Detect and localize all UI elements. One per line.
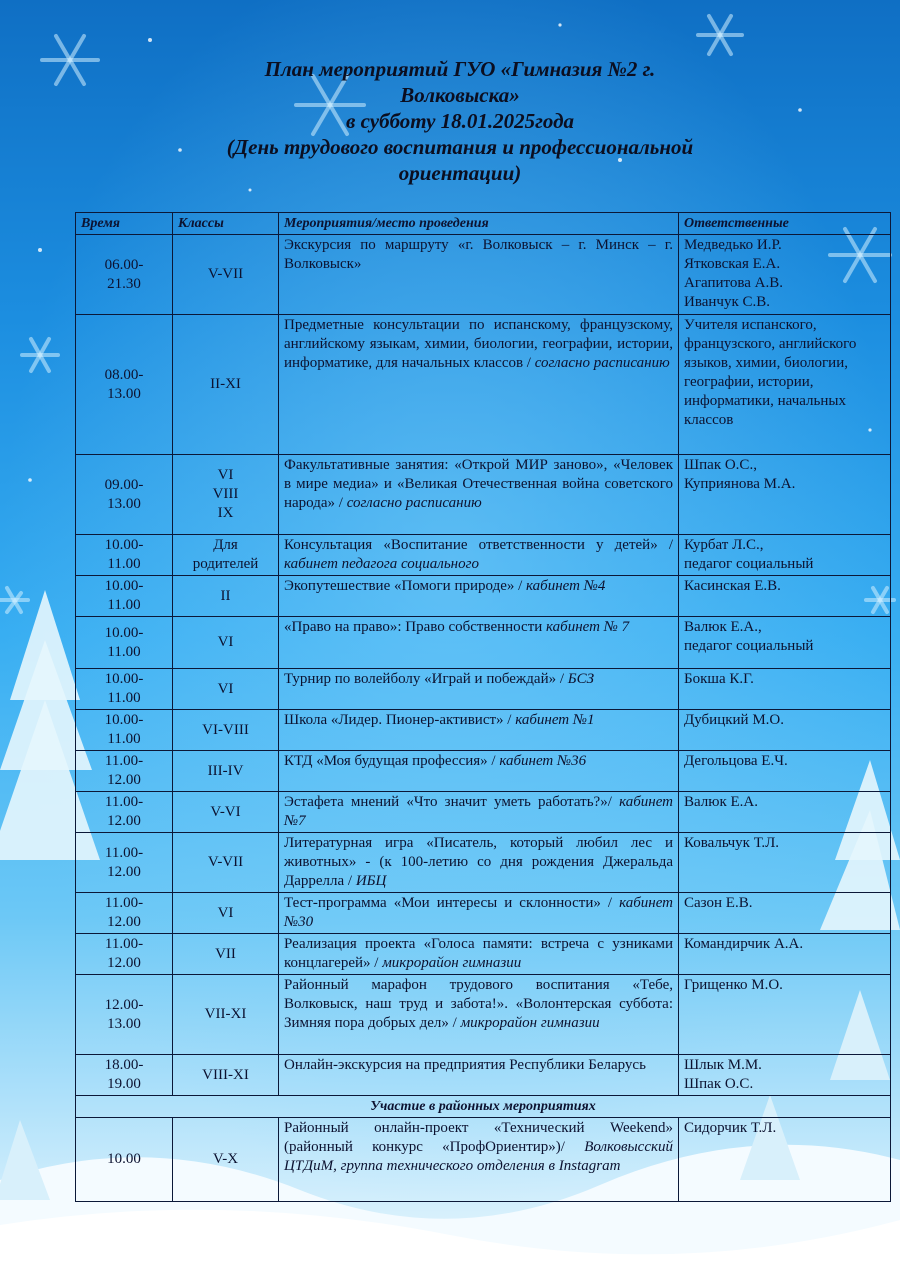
event-cell [279, 235, 679, 315]
event-cell [279, 833, 679, 893]
event-text: Факультативные занятия: «Открой МИР заново», «Человек в мире медиа» и «Великая Отечественная война советского народа» / [284, 457, 673, 511]
responsible-cell-line: Шлык М.М. [684, 1057, 762, 1073]
time-cell-line: 12.00- [104, 996, 144, 1013]
responsible-cell-line: Иванчук С.В. [684, 294, 770, 310]
time-cell [76, 669, 173, 710]
time-cell-line: 13.00 [107, 385, 141, 402]
table-row [76, 235, 891, 315]
event-text: «Право на право»: Право собственности [284, 619, 547, 635]
table-row [76, 1055, 891, 1096]
responsible-cell-line: Валюк Е.А., [684, 619, 762, 635]
time-cell-line: 11.00 [107, 597, 141, 613]
classes-cell [173, 934, 279, 975]
event-cell [279, 975, 679, 1055]
time-cell [76, 576, 173, 617]
title-line: (День трудового воспитания и профессиональной [226, 135, 694, 159]
header-time: Время [76, 213, 173, 235]
classes-cell-line: V-VI [210, 803, 241, 820]
classes-cell [173, 1118, 279, 1202]
time-cell [76, 617, 173, 669]
event-text: Районный онлайн-проект «Технический Weekend» (районный конкурс «ПрофОриентир»)/ [284, 1120, 673, 1155]
event-text: Онлайн-экскурсия на предприятия Республики Беларусь [284, 1057, 646, 1073]
table-row [76, 833, 891, 893]
table-row [76, 934, 891, 975]
events-table [75, 212, 891, 1202]
event-place: БСЗ [567, 671, 595, 687]
classes-cell-line: VI-VIII [202, 721, 249, 738]
responsible-cell-line: Ятковская Е.А. [684, 256, 781, 272]
responsible-cell-line: Ковальчук Т.Л. [684, 835, 780, 851]
title-line: План мероприятий ГУО «Гимназия №2 г. [264, 57, 656, 81]
classes-cell [173, 1055, 279, 1096]
title-line: ориентации) [398, 161, 522, 185]
table-body [76, 235, 891, 1202]
event-place: Волковысский ЦТДиМ, группа технического отделения в Instagram [284, 1139, 673, 1174]
time-cell-line: 11.00- [104, 936, 144, 952]
time-cell-line: 12.00 [107, 772, 141, 788]
responsible-cell-line: Шпак О.С. [684, 1076, 754, 1092]
responsible-cell-line: педагог социальный [684, 556, 814, 572]
event-place: согласно расписанию [346, 495, 482, 511]
responsible-cell [679, 792, 891, 833]
table-row [76, 975, 891, 1055]
header-event: Мероприятия/место проведения [279, 213, 679, 235]
event-text: Экскурсия по маршруту «г. Волковыск – г. Минск – г. Волковыск» [284, 237, 673, 272]
event-place: кабинет №1 [515, 712, 595, 728]
event-place: кабинет № 7 [546, 619, 630, 635]
event-place: кабинет №30 [284, 895, 673, 930]
event-cell [279, 455, 679, 535]
responsible-cell [679, 1055, 891, 1096]
event-text: Литературная игра «Писатель, который любил лес и животных» - (к 100-летию со дня рождения Джеральда Даррелла / [284, 835, 673, 889]
time-cell-line: 06.00- [104, 256, 144, 273]
section-row [76, 1096, 891, 1118]
event-cell [279, 710, 679, 751]
event-cell [279, 315, 679, 455]
time-cell-line: 11.00- [104, 895, 144, 911]
event-text: Турнир по волейболу «Играй и побеждай» / [284, 671, 568, 687]
responsible-cell [679, 669, 891, 710]
classes-cell-line: Для [213, 537, 238, 553]
time-cell [76, 315, 173, 455]
classes-cell-line: VI [217, 634, 234, 650]
time-cell-line: 13.00 [107, 495, 141, 512]
time-cell-line: 10.00 [107, 1151, 141, 1167]
time-cell-line: 11.00- [104, 794, 144, 810]
responsible-cell-line: Дегольцова Е.Ч. [684, 753, 788, 769]
responsible-cell [679, 235, 891, 315]
time-cell-line: 10.00- [104, 537, 144, 553]
classes-cell [173, 617, 279, 669]
responsible-cell [679, 315, 891, 455]
table-row [76, 576, 891, 617]
responsible-cell-line: Грищенко М.О. [684, 977, 783, 993]
table-row [76, 710, 891, 751]
time-cell [76, 934, 173, 975]
responsible-cell [679, 710, 891, 751]
responsible-cell [679, 934, 891, 975]
table-header-row [76, 213, 891, 235]
classes-cell [173, 792, 279, 833]
table-row [76, 669, 891, 710]
time-cell-line: 13.00 [107, 1015, 141, 1032]
classes-cell-line: V-VII [207, 266, 244, 282]
time-cell-line: 10.00- [104, 671, 144, 687]
responsible-cell-line: Сидорчик Т.Л. [684, 1120, 777, 1136]
event-cell [279, 535, 679, 576]
event-cell [279, 893, 679, 934]
time-cell [76, 535, 173, 576]
page-title [150, 56, 770, 186]
event-cell [279, 792, 679, 833]
time-cell-line: 11.00 [107, 690, 141, 706]
classes-cell-line: V-X [212, 1151, 239, 1167]
event-text: Эстафета мнений «Что значит уметь работать?»/ [284, 794, 620, 810]
classes-cell-line: III-IV [207, 762, 244, 779]
time-cell [76, 1055, 173, 1096]
responsible-cell [679, 576, 891, 617]
time-cell [76, 975, 173, 1055]
responsible-cell [679, 833, 891, 893]
time-cell-line: 10.00- [104, 578, 144, 594]
event-text: Тест-программа «Мои интересы и склонности» / [284, 895, 620, 911]
classes-cell-line: VIII-XI [202, 1066, 249, 1083]
time-cell [76, 235, 173, 315]
time-cell [76, 893, 173, 934]
classes-cell-line: II [220, 587, 231, 604]
time-cell-line: 11.00- [104, 753, 144, 769]
event-place: согласно расписанию [534, 355, 670, 371]
classes-cell [173, 315, 279, 455]
classes-cell-line: IX [217, 505, 234, 521]
time-cell [76, 833, 173, 893]
responsible-cell-line: Касинская Е.В. [684, 578, 781, 594]
time-cell-line: 09.00- [104, 476, 144, 493]
table-row [76, 792, 891, 833]
responsible-cell-line: Куприянова М.А. [684, 476, 796, 492]
title-line: в субботу 18.01.2025года [345, 109, 575, 133]
section-title: Участие в районных мероприятиях [76, 1096, 891, 1118]
time-cell-line: 12.00 [107, 863, 141, 880]
responsible-cell [679, 455, 891, 535]
classes-cell [173, 893, 279, 934]
time-cell-line: 12.00 [107, 914, 141, 930]
table-row [76, 893, 891, 934]
time-cell-line: 18.00- [104, 1057, 144, 1073]
time-cell [76, 1118, 173, 1202]
time-cell [76, 455, 173, 535]
responsible-cell-line: Учителя испанского, французского, английского языков, химии, биологии, географии, истории, информатики, начальных классов [684, 317, 857, 428]
table-row [76, 535, 891, 576]
classes-cell-line: VII [215, 945, 236, 962]
classes-cell-line: VII-XI [204, 1006, 247, 1022]
classes-cell [173, 710, 279, 751]
event-text: Экопутешествие «Помоги природе» / [284, 578, 527, 594]
event-place: кабинет №4 [526, 578, 606, 594]
event-place: кабинет педагога социального [284, 556, 479, 572]
event-cell [279, 751, 679, 792]
responsible-cell-line: Дубицкий М.О. [684, 712, 784, 728]
responsible-cell-line: Курбат Л.С., [684, 537, 764, 553]
responsible-cell [679, 893, 891, 934]
time-cell-line: 08.00- [104, 366, 144, 383]
classes-cell [173, 751, 279, 792]
responsible-cell-line: Агапитова А.В. [684, 275, 783, 291]
classes-cell [173, 975, 279, 1055]
event-text: КТД «Моя будущая профессия» / [284, 753, 500, 769]
classes-cell [173, 669, 279, 710]
table-row [76, 1118, 891, 1202]
time-cell-line: 11.00- [104, 844, 144, 861]
event-cell [279, 617, 679, 669]
table-row [76, 455, 891, 535]
event-text: Школа «Лидер. Пионер-активист» / [284, 712, 516, 728]
classes-cell [173, 535, 279, 576]
title-line: Волковыска» [400, 83, 520, 107]
time-cell-line: 10.00- [104, 624, 144, 641]
time-cell-line: 21.30 [107, 275, 141, 292]
responsible-cell-line: Шпак О.С., [684, 457, 757, 473]
table-row [76, 315, 891, 455]
time-cell-line: 11.00 [107, 643, 141, 660]
classes-cell-line: V-VII [207, 854, 244, 870]
event-cell [279, 1118, 679, 1202]
event-place: микрорайон гимназии [382, 955, 522, 971]
event-place: микрорайон гимназии [460, 1015, 600, 1031]
event-text: Районный марафон трудового воспитания «Тебе, Волковыск, наш труд и забота!». «Волонтерская суббота: Зимняя пора добрых дел» / [284, 977, 673, 1031]
event-place: кабинет №7 [284, 794, 673, 829]
time-cell-line: 11.00 [107, 731, 141, 747]
time-cell-line: 12.00 [107, 955, 141, 971]
event-place: ИБЦ [355, 873, 387, 889]
event-place: кабинет №36 [499, 753, 587, 769]
event-text: Реализация проекта «Голоса памяти: встреча с узниками концлагерей» / [284, 936, 673, 971]
classes-cell-line: VI [217, 680, 234, 697]
classes-cell-line: родителей [192, 556, 259, 572]
classes-cell [173, 235, 279, 315]
responsible-cell-line: Медведько И.Р. [684, 237, 782, 253]
header-responsible: Ответственные [679, 213, 891, 235]
responsible-cell [679, 617, 891, 669]
responsible-cell-line: Валюк Е.А. [684, 794, 759, 810]
responsible-cell-line: Командирчик А.А. [684, 936, 804, 952]
header-classes: Классы [173, 213, 279, 235]
event-cell [279, 669, 679, 710]
table-row [76, 617, 891, 669]
responsible-cell-line: педагог социальный [684, 638, 814, 654]
event-cell [279, 1055, 679, 1096]
time-cell [76, 710, 173, 751]
event-cell [279, 576, 679, 617]
classes-cell-line: VI [217, 904, 234, 921]
classes-cell-line: VIII [212, 486, 239, 502]
responsible-cell-line: Сазон Е.В. [684, 895, 753, 911]
classes-cell-line: II-XI [210, 376, 241, 392]
classes-cell-line: VI [217, 467, 234, 483]
event-cell [279, 934, 679, 975]
time-cell-line: 19.00 [107, 1076, 141, 1092]
responsible-cell [679, 751, 891, 792]
classes-cell [173, 833, 279, 893]
classes-cell [173, 455, 279, 535]
responsible-cell-line: Бокша К.Г. [684, 671, 754, 687]
responsible-cell [679, 1118, 891, 1202]
time-cell-line: 11.00 [107, 556, 141, 572]
event-text: Предметные консультации по испанскому, французскому, английскому языкам, химии, биологии, географии, истории, информатике, для начальных классов / [284, 317, 673, 371]
classes-cell [173, 576, 279, 617]
time-cell [76, 792, 173, 833]
time-cell-line: 10.00- [104, 712, 144, 728]
event-text: Консультация «Воспитание ответственности у детей» / [284, 537, 673, 553]
time-cell [76, 751, 173, 792]
time-cell-line: 12.00 [107, 813, 141, 829]
responsible-cell [679, 975, 891, 1055]
responsible-cell [679, 535, 891, 576]
table-row [76, 751, 891, 792]
